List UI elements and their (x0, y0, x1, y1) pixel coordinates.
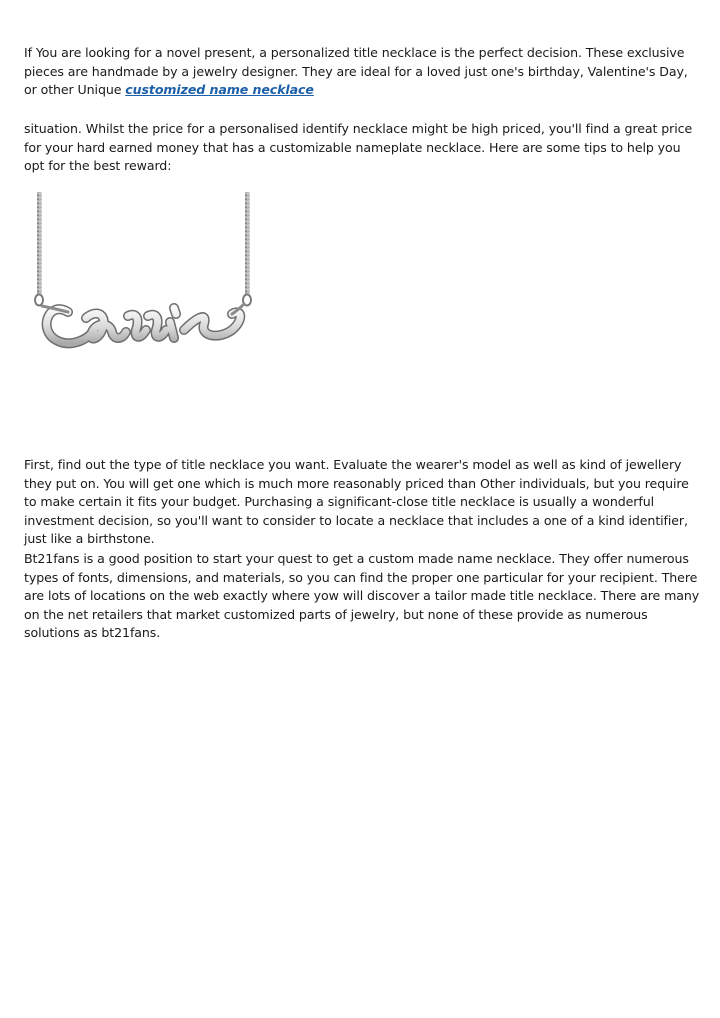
left-chain (37, 192, 42, 294)
paragraph-bt21fans: Bt21fans is a good position to start your quest to get a custom made name necklace. They offer numerous types of fonts, dimensions, and materials, so you can find the proper one particular for your recipient. There are lots of locations on the web exactly where yow will discover a tailor made title necklace. There are many on the net retailers that market customized parts of jewelry, but none of these provide as numerous solutions as bt21fans. (24, 551, 700, 640)
paragraph-price: situation. Whilst the price for a personalised identify necklace might be high priced, you'll find a great price for your hard earned money that has a customizable nameplate necklace. Here are some tips to help you opt for the best reward: (24, 121, 693, 173)
customized-name-necklace-link[interactable]: customized name necklace (125, 82, 314, 97)
paragraph-intro-text: If You are looking for a novel present, a personalized title necklace is the perfect decision. These exclusive pieces are handmade by a jewelry designer. They are ideal for a loved just one's birthday, Valentine's Day, or other Unique (24, 45, 688, 97)
nameplate-script (42, 304, 244, 343)
left-jump-ring (35, 295, 43, 306)
name-necklace-image (28, 190, 268, 365)
paragraph-choosing: First, find out the type of title necklace you want. Evaluate the wearer's model as well as kind of jewellery they put on. You will get one which is much more reasonably priced than Other individuals, but you require to make certain it fits your budget. Purchasing a significant-close title necklace is usually a wonderful investment decision, so you'll want to consider to locate a necklace that includes a one of a kind identifier, just like a birthstone. (24, 457, 689, 546)
paragraph-intro (24, 44, 700, 100)
right-chain (245, 192, 250, 294)
